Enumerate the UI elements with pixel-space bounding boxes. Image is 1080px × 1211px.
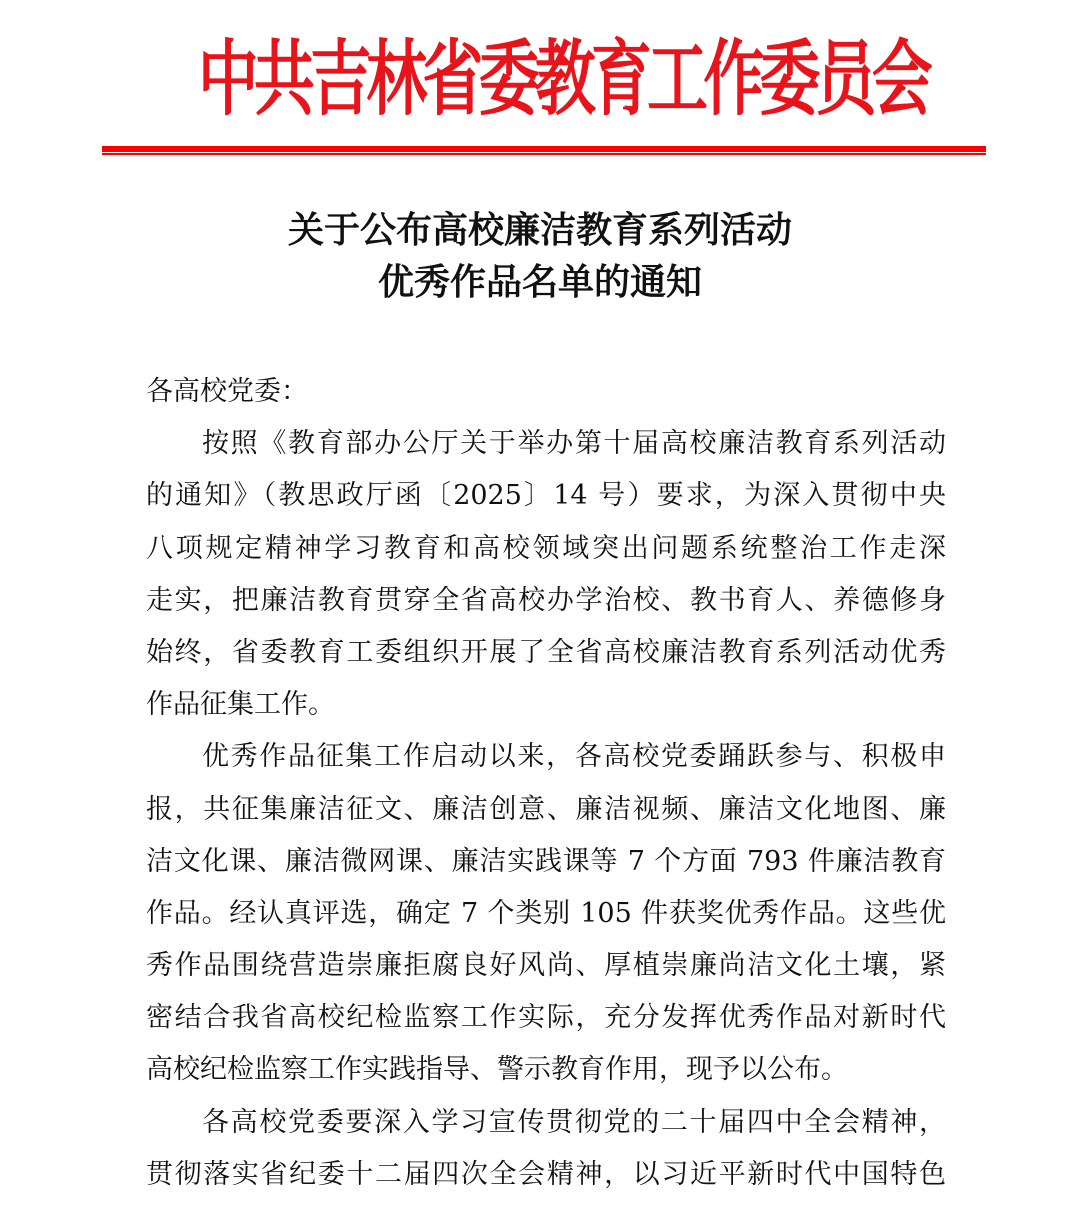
paragraph-line: 按照《教育部办公厅关于举办第十届高校廉洁教育系列活动 (202, 428, 946, 460)
document-body (146, 366, 946, 1201)
paragraph-line: 优秀作品征集工作启动以来，各高校党委踊跃参与、积极申 (202, 741, 946, 773)
paragraph (146, 418, 946, 731)
paragraph-line: 密结合我省高校纪检监察工作实际，充分发挥优秀作品对新时代 (146, 1002, 946, 1034)
paragraph (146, 731, 946, 1096)
red-rule-thick (102, 146, 986, 152)
paragraph-line: 始终，省委教育工委组织开展了全省高校廉洁教育系列活动优秀 (146, 636, 946, 668)
paragraph-line: 报，共征集廉洁征文、廉洁创意、廉洁视频、廉洁文化地图、廉 (146, 793, 946, 825)
paragraph-line: 作品征集工作。 (146, 689, 335, 721)
paragraph-line: 走实，把廉洁教育贯穿全省高校办学治校、教书育人、养德修身 (146, 584, 946, 616)
paragraph-line: 八项规定精神学习教育和高校领域突出问题系统整治工作走深 (146, 532, 946, 564)
salutation: 各高校党委： (146, 376, 308, 407)
paragraph-line: 贯彻落实省纪委十二届四次全会精神，以习近平新时代中国特色 (146, 1158, 946, 1190)
paragraph-line: 的通知》（教思政厅函〔2025〕14 号）要求，为深入贯彻中央 (146, 480, 946, 512)
paragraph-line: 洁文化课、廉洁微网课、廉洁实践课等 7 个方面 793 件廉洁教育 (146, 845, 946, 877)
paragraph (146, 1097, 946, 1201)
red-rule-thin (102, 153, 986, 155)
masthead-title: 中共吉林省委教育工作委员会 (197, 32, 928, 127)
paragraph-line: 高校纪检监察工作实践指导、警示教育作用，现予以公布。 (146, 1054, 848, 1086)
paragraph-line: 作品。经认真评选，确定 7 个类别 105 件获奖优秀作品。这些优 (146, 897, 946, 929)
document-title (0, 204, 1080, 308)
paragraph-line: 各高校党委要深入学习宣传贯彻党的二十届四中全会精神， (202, 1106, 946, 1138)
title-line-2: 优秀作品名单的通知 (377, 261, 702, 303)
title-line-1: 关于公布高校廉洁教育系列活动 (287, 209, 792, 251)
paragraph-line: 秀作品围绕营造崇廉拒腐良好风尚、厚植崇廉尚洁文化土壤，紧 (146, 950, 946, 982)
